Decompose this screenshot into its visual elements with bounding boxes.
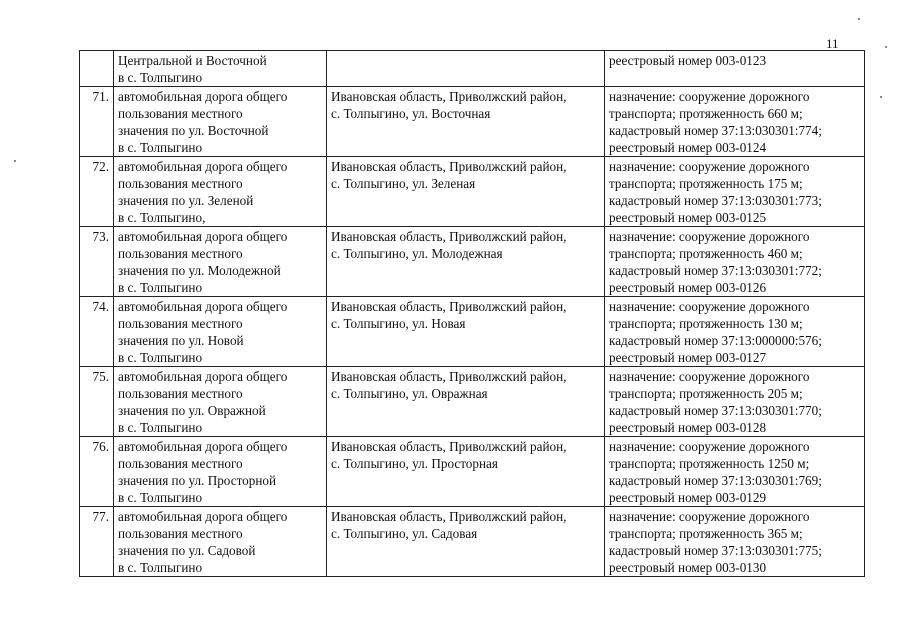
characteristics-cell: [605, 507, 865, 577]
scan-speck: [14, 160, 16, 162]
cell-line: в с. Толпыгино: [118, 420, 203, 435]
cell-line: реестровый номер 003-0126: [609, 280, 767, 295]
cell-line: значения по ул. Садовой: [118, 543, 256, 558]
object-name-cell: [114, 297, 327, 367]
cell-line: Ивановская область, Приволжский район,: [331, 299, 567, 314]
cell-line: реестровый номер 003-0130: [609, 560, 767, 575]
cell-line: транспорта; протяженность 460 м;: [609, 246, 803, 261]
cell-line: с. Толпыгино, ул. Овражная: [331, 386, 488, 401]
cell-line: Ивановская область, Приволжский район,: [331, 89, 567, 104]
characteristics-cell: [605, 87, 865, 157]
cell-line: с. Толпыгино, ул. Восточная: [331, 106, 491, 121]
cell-line: Центральной и Восточной: [118, 53, 267, 68]
table-row: [80, 227, 865, 297]
address-cell: [327, 297, 605, 367]
cell-line: пользования местного: [118, 176, 243, 191]
row-number: 71.: [80, 87, 114, 157]
address-cell: [327, 87, 605, 157]
registry-table: [79, 50, 865, 577]
cell-line: автомобильная дорога общего: [118, 89, 288, 104]
table-row: [80, 507, 865, 577]
cell-line: пользования местного: [118, 456, 243, 471]
cell-line: транспорта; протяженность 1250 м;: [609, 456, 810, 471]
address-cell: [327, 51, 605, 87]
cell-line: автомобильная дорога общего: [118, 439, 288, 454]
object-name-cell: [114, 437, 327, 507]
cell-line: кадастровый номер 37:13:030301:773;: [609, 193, 822, 208]
cell-line: назначение: сооружение дорожного: [609, 439, 810, 454]
object-name-cell: [114, 367, 327, 437]
row-number: 76.: [80, 437, 114, 507]
characteristics-cell: [605, 157, 865, 227]
cell-line: транспорта; протяженность 130 м;: [609, 316, 803, 331]
cell-line: реестровый номер 003-0125: [609, 210, 767, 225]
cell-line: автомобильная дорога общего: [118, 229, 288, 244]
address-cell: [327, 367, 605, 437]
row-number: 74.: [80, 297, 114, 367]
object-name-cell: [114, 157, 327, 227]
table-row: [80, 157, 865, 227]
cell-line: в с. Толпыгино: [118, 350, 203, 365]
cell-line: транспорта; протяженность 365 м;: [609, 526, 803, 541]
cell-line: назначение: сооружение дорожного: [609, 229, 810, 244]
cell-line: значения по ул. Зеленой: [118, 193, 254, 208]
object-name-cell: [114, 51, 327, 87]
cell-line: Ивановская область, Приволжский район,: [331, 159, 567, 174]
object-name-cell: [114, 507, 327, 577]
table-row: [80, 297, 865, 367]
cell-line: автомобильная дорога общего: [118, 299, 288, 314]
scan-speck: [885, 46, 887, 48]
address-cell: [327, 437, 605, 507]
cell-line: значения по ул. Овражной: [118, 403, 266, 418]
cell-line: реестровый номер 003-0123: [609, 53, 767, 68]
cell-line: значения по ул. Восточной: [118, 123, 269, 138]
table-row: [80, 51, 865, 87]
characteristics-cell: [605, 367, 865, 437]
address-cell: [327, 507, 605, 577]
cell-line: назначение: сооружение дорожного: [609, 89, 810, 104]
characteristics-cell: [605, 437, 865, 507]
cell-line: пользования местного: [118, 526, 243, 541]
address-cell: [327, 227, 605, 297]
cell-line: значения по ул. Молодежной: [118, 263, 281, 278]
row-number: [80, 51, 114, 87]
cell-line: Ивановская область, Приволжский район,: [331, 439, 567, 454]
cell-line: кадастровый номер 37:13:030301:775;: [609, 543, 822, 558]
cell-line: с. Толпыгино, ул. Зеленая: [331, 176, 476, 191]
characteristics-cell: [605, 51, 865, 87]
cell-line: кадастровый номер 37:13:030301:770;: [609, 403, 822, 418]
cell-line: в с. Толпыгино: [118, 280, 203, 295]
cell-line: автомобильная дорога общего: [118, 159, 288, 174]
row-number: 73.: [80, 227, 114, 297]
cell-line: реестровый номер 003-0129: [609, 490, 767, 505]
cell-line: в с. Толпыгино: [118, 70, 203, 85]
cell-line: назначение: сооружение дорожного: [609, 369, 810, 384]
cell-line: кадастровый номер 37:13:030301:769;: [609, 473, 822, 488]
scan-speck: [858, 18, 860, 20]
cell-line: в с. Толпыгино: [118, 140, 203, 155]
table-row: [80, 87, 865, 157]
cell-line: с. Толпыгино, ул. Молодежная: [331, 246, 503, 261]
cell-line: реестровый номер 003-0124: [609, 140, 767, 155]
cell-line: назначение: сооружение дорожного: [609, 299, 810, 314]
object-name-cell: [114, 87, 327, 157]
cell-line: в с. Толпыгино: [118, 560, 203, 575]
cell-line: в с. Толпыгино: [118, 490, 203, 505]
cell-line: Ивановская область, Приволжский район,: [331, 229, 567, 244]
row-number: 75.: [80, 367, 114, 437]
cell-line: Ивановская область, Приволжский район,: [331, 369, 567, 384]
cell-line: автомобильная дорога общего: [118, 509, 288, 524]
cell-line: реестровый номер 003-0127: [609, 350, 767, 365]
table-row: [80, 367, 865, 437]
cell-line: с. Толпыгино, ул. Просторная: [331, 456, 498, 471]
cell-line: значения по ул. Новой: [118, 333, 244, 348]
row-number: 72.: [80, 157, 114, 227]
cell-line: в с. Толпыгино,: [118, 210, 206, 225]
cell-line: автомобильная дорога общего: [118, 369, 288, 384]
object-name-cell: [114, 227, 327, 297]
row-number: 77.: [80, 507, 114, 577]
cell-line: пользования местного: [118, 316, 243, 331]
cell-line: кадастровый номер 37:13:030301:772;: [609, 263, 822, 278]
cell-line: кадастровый номер 37:13:030301:774;: [609, 123, 822, 138]
cell-line: транспорта; протяженность 175 м;: [609, 176, 803, 191]
table-row: [80, 437, 865, 507]
characteristics-cell: [605, 227, 865, 297]
scan-speck: [880, 96, 882, 98]
characteristics-cell: [605, 297, 865, 367]
address-cell: [327, 157, 605, 227]
cell-line: с. Толпыгино, ул. Садовая: [331, 526, 478, 541]
cell-line: с. Толпыгино, ул. Новая: [331, 316, 466, 331]
cell-line: значения по ул. Просторной: [118, 473, 277, 488]
cell-line: назначение: сооружение дорожного: [609, 159, 810, 174]
cell-line: транспорта; протяженность 660 м;: [609, 106, 803, 121]
page-number: 11: [826, 36, 839, 51]
cell-line: пользования местного: [118, 106, 243, 121]
cell-line: пользования местного: [118, 386, 243, 401]
cell-line: пользования местного: [118, 246, 243, 261]
cell-line: назначение: сооружение дорожного: [609, 509, 810, 524]
cell-line: транспорта; протяженность 205 м;: [609, 386, 803, 401]
cell-line: кадастровый номер 37:13:000000:576;: [609, 333, 822, 348]
cell-line: Ивановская область, Приволжский район,: [331, 509, 567, 524]
cell-line: реестровый номер 003-0128: [609, 420, 767, 435]
